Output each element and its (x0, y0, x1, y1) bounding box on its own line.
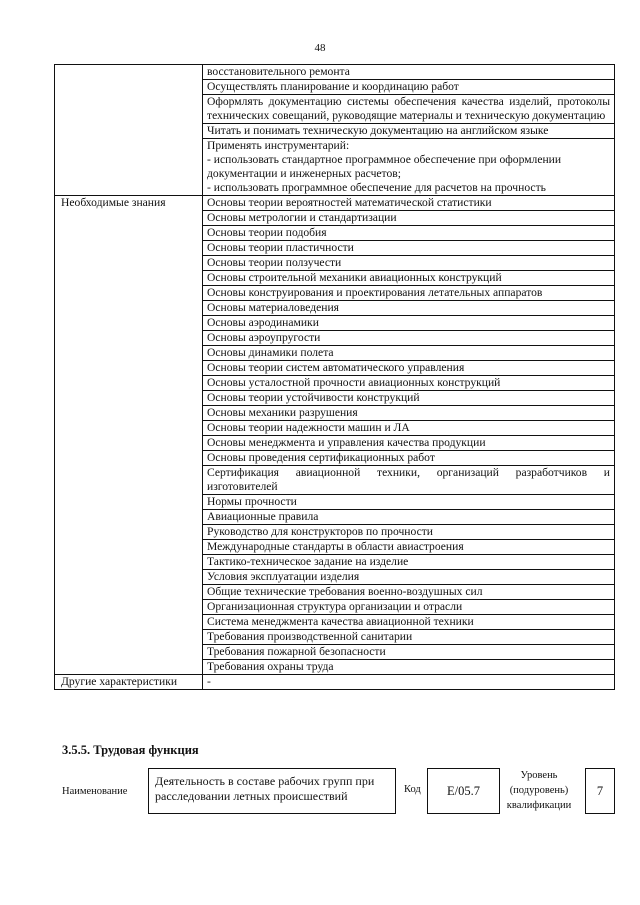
skill-item-line: Осуществлять планирование и координацию работ (207, 80, 459, 93)
skill-item (203, 80, 615, 95)
knowledge-item: Основы аэроупругости (203, 331, 615, 346)
skills-label-cell (55, 65, 203, 196)
code-value-box: E/05.7 (427, 768, 500, 814)
qualification-level-label-line: квалификации (506, 800, 572, 811)
knowledge-item: Основы теории устойчивости конструкций (203, 391, 615, 406)
qualification-level-box: 7 (585, 768, 615, 814)
knowledge-item: Авиационные правила (203, 510, 615, 525)
table-row (55, 675, 615, 690)
section-heading: 3.5.5. Трудовая функция (62, 743, 199, 757)
knowledge-item: Основы материаловедения (203, 301, 615, 316)
page-number: 48 (314, 42, 326, 54)
knowledge-item: Общие технические требования военно-воздушных сил (203, 585, 615, 600)
knowledge-item: Сертификация авиационной техники, организаций разработчиков и изготовителей (203, 466, 615, 495)
knowledge-item: Условия эксплуатации изделия (203, 570, 615, 585)
qualification-level-label-line: Уровень (520, 770, 558, 781)
knowledge-item: Основы теории надежности машин и ЛА (203, 421, 615, 436)
knowledge-item: Организационная структура организации и отрасли (203, 600, 615, 615)
code-label: Код (404, 784, 421, 795)
knowledge-item: Основы теории подобия (203, 226, 615, 241)
knowledge-item: Требования производственной санитарии (203, 630, 615, 645)
knowledge-item: Основы теории вероятностей математической статистики (203, 196, 615, 211)
knowledge-item: Основы теории систем автоматического управления (203, 361, 615, 376)
knowledge-item: Основы теории пластичности (203, 241, 615, 256)
knowledge-item: Основы конструирования и проектирования летательных аппаратов (203, 286, 615, 301)
knowledge-label: Необходимые знания (55, 196, 203, 675)
skill-item (203, 124, 615, 139)
table-row (55, 65, 615, 80)
skill-item (203, 139, 615, 196)
skill-item (203, 65, 615, 80)
knowledge-item: Тактико-техническое задание на изделие (203, 555, 615, 570)
knowledge-item: Основы механики разрушения (203, 406, 615, 421)
skill-item-line: - использовать стандартное программное обеспечение при оформлении документации и инженерных расчетов; (207, 153, 562, 180)
other-characteristics-label: Другие характеристики (55, 675, 203, 690)
knowledge-item: Основы строительной механики авиационных конструкций (203, 271, 615, 286)
skill-item-line: восстановительного ремонта (207, 65, 350, 78)
name-label: Наименование (62, 786, 128, 797)
knowledge-item: Основы аэродинамики (203, 316, 615, 331)
skill-item (203, 95, 615, 124)
knowledge-item: Руководство для конструкторов по прочности (203, 525, 615, 540)
skill-item-line: - использовать программное обеспечение для расчетов на прочность (207, 181, 546, 194)
other-characteristics-value: - (203, 675, 615, 690)
knowledge-item: Основы проведения сертификационных работ (203, 451, 615, 466)
knowledge-item: Международные стандарты в области авиастроения (203, 540, 615, 555)
name-value-box: Деятельность в составе рабочих групп при расследовании летных происшествий (148, 768, 396, 814)
knowledge-item: Основы теории ползучести (203, 256, 615, 271)
knowledge-item: Основы усталостной прочности авиационных конструкций (203, 376, 615, 391)
qualification-level-label (496, 768, 582, 813)
skill-item-line: Оформлять документацию системы обеспечения качества изделий, протоколы технических совещаний, руководящие материалы и техническую документацию (207, 95, 610, 122)
table-row (55, 196, 615, 211)
requirements-table (54, 64, 615, 690)
knowledge-item: Требования охраны труда (203, 660, 615, 675)
knowledge-item: Основы метрологии и стандартизации (203, 211, 615, 226)
qualification-level-label-line: (подуровень) (509, 785, 569, 796)
skill-item-line: Применять инструментарий: (207, 139, 350, 152)
skill-item-line: Читать и понимать техническую документацию на английском языке (207, 124, 549, 137)
knowledge-item: Основы динамики полета (203, 346, 615, 361)
knowledge-item: Основы менеджмента и управления качества продукции (203, 436, 615, 451)
knowledge-item: Требования пожарной безопасности (203, 645, 615, 660)
knowledge-item: Нормы прочности (203, 495, 615, 510)
knowledge-item: Система менеджмента качества авиационной техники (203, 615, 615, 630)
